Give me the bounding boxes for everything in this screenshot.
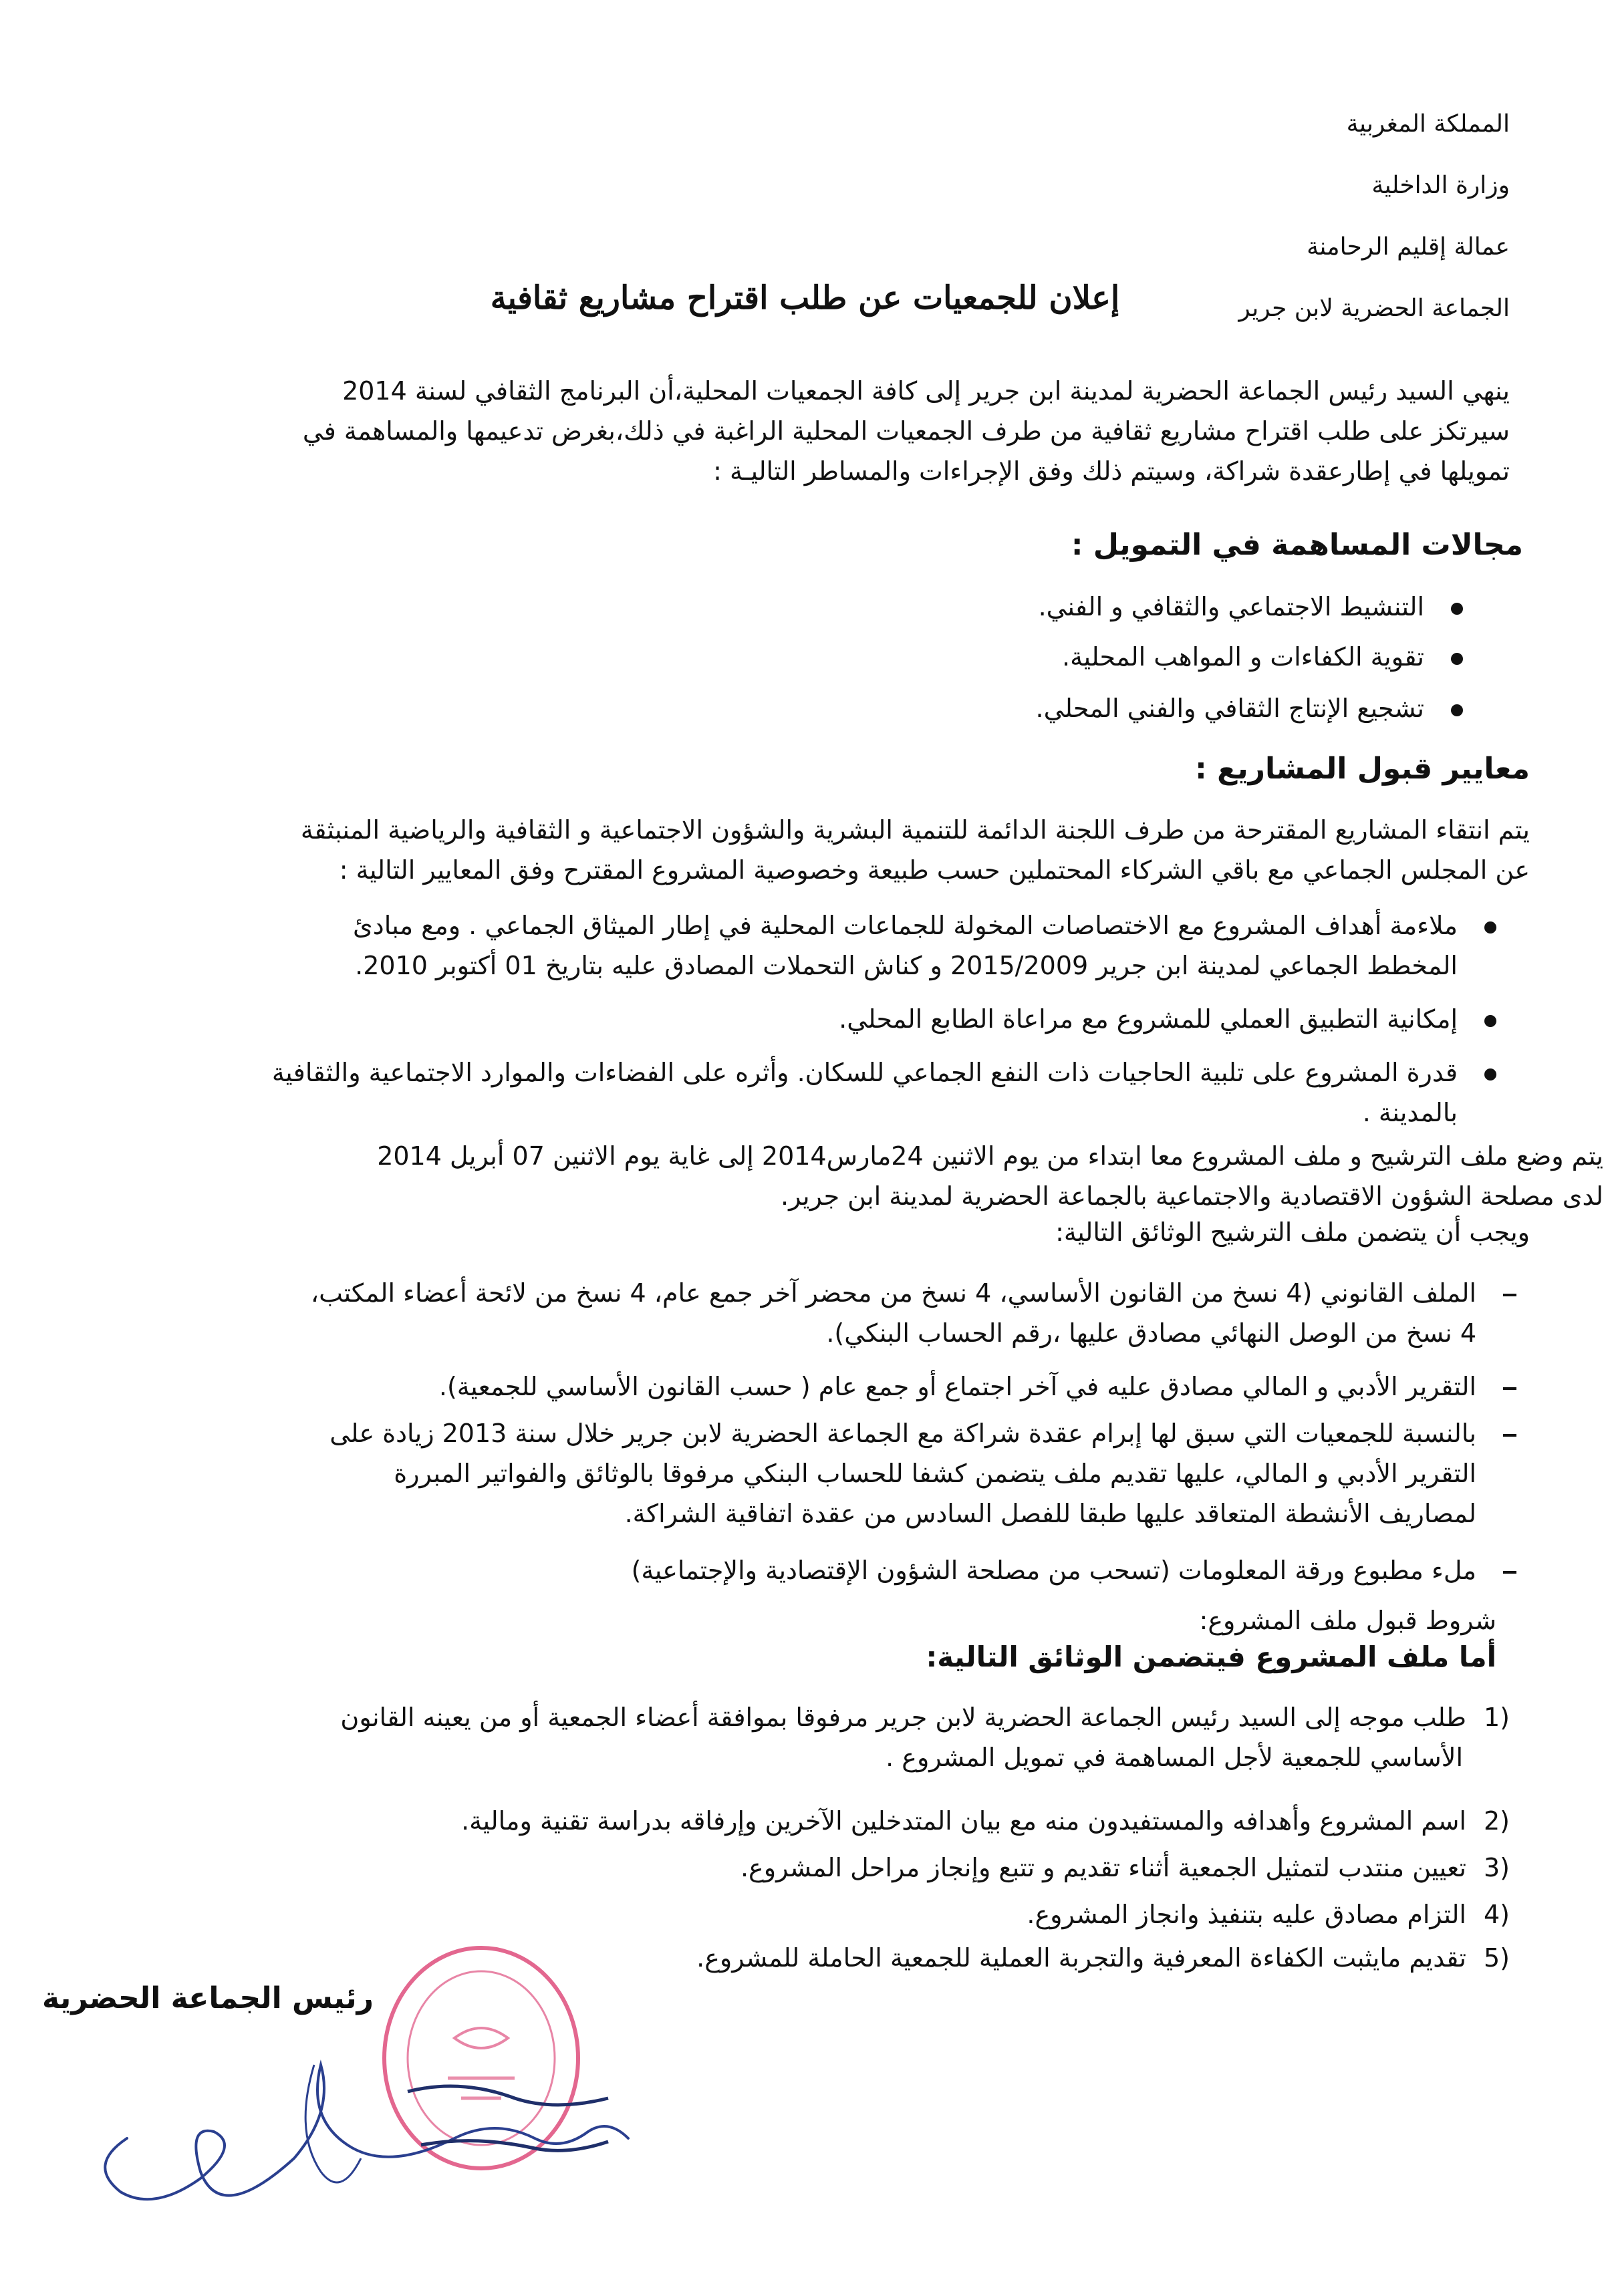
bullet-icon — [1451, 704, 1463, 716]
criteria-item: قدرة المشروع على تلبية الحاجيات ذات النفع الجماعي للسكان. وأثره على الفضاءات والموارد الاجتماعية والثقافية بالمدينة . — [272, 1052, 1496, 1133]
candidacy-doc: التقرير الأدبي و المالي مصادق عليه في آخر اجتماع أو جمع عام ( حسب القانون الأساسي للجمعية). — [439, 1367, 1516, 1407]
bullet-icon — [1484, 1015, 1496, 1027]
bullet-icon — [1451, 653, 1463, 665]
text-line: ويجب أن يتضمن ملف الترشيح الوثائق التالية: — [1055, 1217, 1530, 1247]
candidacy-doc: بالنسبة للجمعيات التي سبق لها إبرام عقدة شراكة مع الجماعة الحضرية لابن جرير خلال سنة 2013 زيادة على التقرير الأدبي و المالي، عليها تقديم ملف يتضمن كشفا للحساب البنكي مرفوقا بالوثائق والفواتير المبررة لمصاريف الأنشطة المتعاقد عليها طبقا للفصل السادس من عقدة اتفاقية الشراكة. — [329, 1413, 1516, 1534]
text-line: تمويلها في إطارعقدة شراكة، وسيتم ذلك وفق الإجراءات والمساطر التاليـة : — [713, 456, 1510, 486]
text-line: يتم وضع ملف الترشيح و ملف المشروع معا ابتداء من يوم الاثنين 24مارس2014 إلى غاية يوم الاثنين 07 أبريل 2014 — [377, 1141, 1603, 1171]
project-file-item: (2اسم المشروع وأهدافه والمستفيدون منه مع بيان المتدخلين الآخرين وإرفاقه بدراسة تقنية ومالية. — [461, 1806, 1510, 1836]
criteria-intro — [19, 810, 1530, 890]
funding-item: تقوية الكفاءات و المواهب المحلية. — [1062, 637, 1463, 677]
province-line: عمالة إقليم الرحامنة — [1307, 233, 1510, 261]
text-line: ينهي السيد رئيس الجماعة الحضرية لمدينة ابن جرير إلى كافة الجمعيات المحلية،أن البرنامج الثقافي لسنة 2014 — [342, 376, 1510, 406]
ministry-line: وزارة الداخلية — [1371, 172, 1510, 199]
dash-icon — [1503, 1294, 1516, 1296]
deposit-paragraph — [6, 1136, 1603, 1248]
dash-icon — [1503, 1571, 1516, 1574]
project-file-item: (5تقديم مايثبت الكفاءة المعرفية والتجربة العملية للجمعية الحاملة للمشروع. — [696, 1943, 1510, 1973]
candidacy-doc: ملء مطبوع ورقة المعلومات (تسحب من مصلحة الشؤون الإقتصادية والإجتماعية) — [632, 1550, 1516, 1590]
text-line: يتم انتقاء المشاريع المقترحة من طرف اللجنة الدائمة للتنمية البشرية والشؤون الاجتماعية و الثقافية والرياضية المنبثقة — [300, 815, 1530, 845]
project-file-item: (3تعيين منتدب لتمثيل الجمعية أثناء تقديم و تتبع وإنجاز مراحل المشروع. — [740, 1853, 1510, 1882]
project-file-heading: أما ملف المشروع فيتضمن الوثائق التالية: — [926, 1640, 1496, 1673]
criteria-item: ملاءمة أهداف المشروع مع الاختصاصات المخولة للجماعات المحلية في إطار الميثاق الجماعي . ومع مبادئ المخطط الجماعي لمدينة ابن جرير 2015/2009 و كناش التحملات المصادق عليه بتاريخ 01 أكتوبر 2010. — [353, 905, 1496, 986]
document-title: إعلان للجمعيات عن طلب اقتراح مشاريع ثقافية — [490, 279, 1120, 317]
funding-item: التنشيط الاجتماعي والثقافي و الفني. — [1039, 587, 1463, 627]
intro-paragraph — [106, 371, 1510, 491]
bullet-icon — [1484, 1068, 1496, 1081]
text-line: عن المجلس الجماعي مع باقي الشركاء المحتملين حسب طبيعة وخصوصية المشروع المقترح وفق المعايير التالية : — [339, 855, 1530, 885]
signature-title: رئيس الجماعة الحضرية — [42, 1981, 374, 2015]
dash-icon — [1503, 1387, 1516, 1390]
text-line: لدى مصلحة الشؤون الاقتصادية والاجتماعية بالجماعة الحضرية لمدينة ابن جرير. — [781, 1181, 1603, 1211]
criteria-item: إمكانية التطبيق العملي للمشروع مع مراعاة الطابع المحلي. — [839, 999, 1496, 1039]
handwritten-signature-icon — [74, 2025, 675, 2225]
funding-heading: مجالات المساهمة في التمويل : — [1071, 528, 1523, 562]
commune-line: الجماعة الحضرية لابن جرير — [1238, 295, 1510, 322]
dash-icon — [1503, 1434, 1516, 1437]
criteria-heading: معايير قبول المشاريع : — [1195, 752, 1530, 786]
candidacy-doc: الملف القانوني (4 نسخ من القانون الأساسي، 4 نسخ من محضر آخر جمع عام، 4 نسخ من لائحة أعضاء المكتب، 4 نسخ من الوصل النهائي مصادق عليها ،رقم الحساب البنكي). — [311, 1273, 1516, 1353]
project-file-item: (4التزام مصادق عليه بتنفيذ وانجاز المشروع. — [1027, 1900, 1510, 1929]
bullet-icon — [1451, 603, 1463, 615]
text-line: سيرتكز على طلب اقتراح مشاريع ثقافية من طرف الجمعيات المحلية الراغبة في ذلك،بغرض تدعيمها والمساهمة في — [302, 416, 1510, 446]
funding-item: تشجيع الإنتاج الثقافي والفني المحلي. — [1036, 688, 1463, 728]
kingdom-line: المملكة المغربية — [1346, 110, 1510, 138]
project-file-item: (1طلب موجه إلى السيد رئيس الجماعة الحضرية لابن جرير مرفوقا بموافقة أعضاء الجمعية أو من يعينه القانون الأساسي للجمعية لأجل المساهمة في تمويل المشروع . — [340, 1703, 1510, 1772]
bullet-icon — [1484, 921, 1496, 934]
project-conditions-label: شروط قبول ملف المشروع: — [1199, 1606, 1496, 1635]
